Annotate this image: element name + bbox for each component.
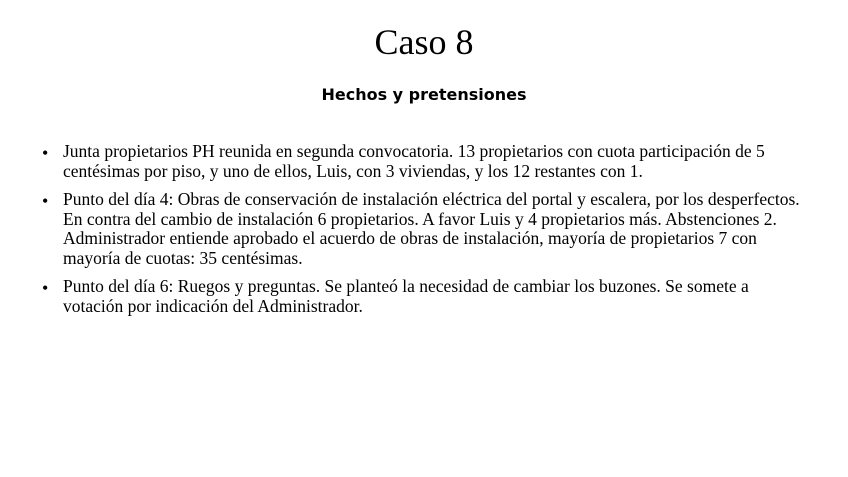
bullet-item: [40, 142, 810, 181]
bullet-item: [40, 190, 810, 268]
bullet-text: Punto del día 6: Ruegos y preguntas. Se planteó la necesidad de cambiar los buzones. Se somete a votación por indicación del Administrador.: [63, 276, 749, 316]
bullet-list: [40, 142, 810, 325]
bullet-dot-icon: •: [42, 191, 49, 211]
bullet-text: Punto del día 4: Obras de conservación de instalación eléctrica del portal y escalera, por los desperfectos. En contra del cambio de instalación 6 propietarios. A favor Luis y 4 propietarios más. Abstenciones 2. Administrador entiende aprobado el acuerdo de obras de instalación, mayoría de propietarios 7 con mayoría de cuotas: 35 centésimas.: [63, 189, 800, 268]
bullet-text: Junta propietarios PH reunida en segunda convocatoria. 13 propietarios con cuota participación de 5 centésimas por piso, y uno de ellos, Luis, con 3 viviendas, y los 12 restantes con 1.: [63, 141, 765, 181]
bullet-dot-icon: •: [42, 278, 49, 298]
slide-title: Caso 8: [374, 22, 474, 62]
bullet-dot-icon: •: [42, 143, 49, 163]
slide-subtitle: Hechos y pretensiones: [321, 85, 527, 104]
bullet-item: [40, 277, 810, 316]
